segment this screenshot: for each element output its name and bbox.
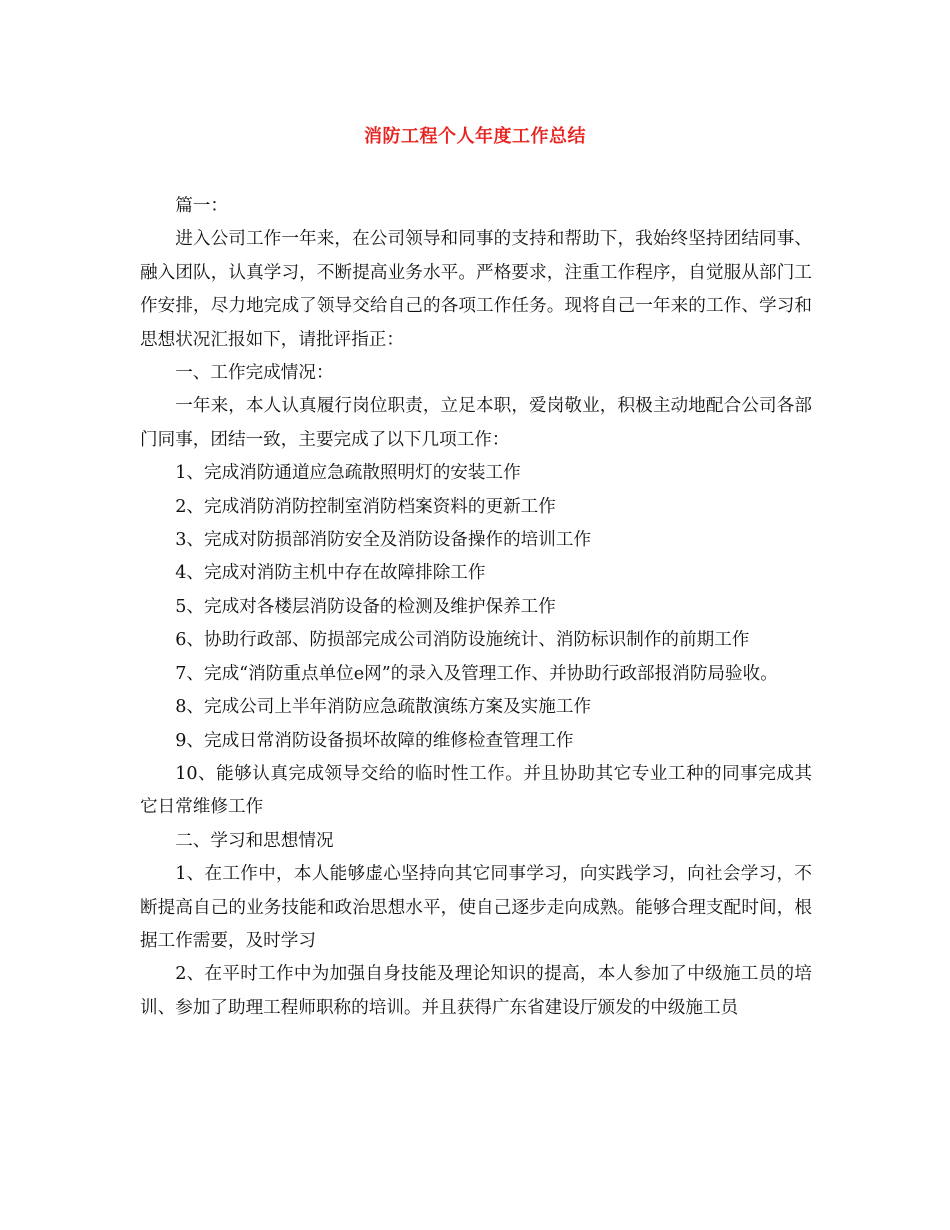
list-item-work-9: 9、完成日常消防设备损坏故障的维修检查管理工作 xyxy=(175,730,574,751)
document-title: 消防工程个人年度工作总结 xyxy=(364,126,586,147)
list-item-study-1: 1、在工作中，本人能够虚心坚持向其它同事学习，向实践学习，向社会学习，不断提高自己的业务技能和政治思想水平，使自己逐步走向成熟。能够合理支配时间，根据工作需要，及时学习 xyxy=(140,864,812,951)
document-body xyxy=(140,190,812,1025)
list-item-work-6: 6、协助行政部、防损部完成公司消防设施统计、消防标识制作的前期工作 xyxy=(175,630,750,651)
list-item-work-3: 3、完成对防损部消防安全及消防设备操作的培训工作 xyxy=(175,530,592,551)
list-item-work-8: 8、完成公司上半年消防应急疏散演练方案及实施工作 xyxy=(175,697,592,718)
list-item-work-5: 5、完成对各楼层消防设备的检测及维护保养工作 xyxy=(175,596,556,617)
list-item-work-1: 1、完成消防通道应急疏散照明灯的安装工作 xyxy=(175,463,521,484)
list-item-work-7: 7、完成“消防重点单位e网”的录入及管理工作、并协助行政部报消防局验收。 xyxy=(175,663,778,684)
paragraph-section-label: 篇一： xyxy=(175,196,228,216)
heading-study-thought: 二、学习和思想情况 xyxy=(175,830,334,851)
list-item-study-2: 2、在平时工作中为加强自身技能及理论知识的提高，本人参加了中级施工员的培训、参加了助理工程师职称的培训。并且获得广东省建设厅颁发的中级施工员 xyxy=(140,964,812,1018)
heading-work-completion: 一、工作完成情况： xyxy=(175,363,334,384)
list-item-work-2: 2、完成消防消防控制室消防档案资料的更新工作 xyxy=(175,496,556,517)
paragraph-intro: 进入公司工作一年来，在公司领导和同事的支持和帮助下，我始终坚持团结同事、融入团队，认真学习，不断提高业务水平。严格要求，注重工作程序，自觉服从部门工作安排，尽力地完成了领导交给自己的各项工作任务。现将自己一年来的工作、学习和思想状况汇报如下，请批评指正： xyxy=(140,229,812,350)
list-item-work-4: 4、完成对消防主机中存在故障排除工作 xyxy=(175,563,486,584)
paragraph-work-summary: 一年来，本人认真履行岗位职责，立足本职，爱岗敬业，积极主动地配合公司各部门同事，团结一致，主要完成了以下几项工作： xyxy=(140,396,812,450)
list-item-work-10: 10、能够认真完成领导交给的临时性工作。并且协助其它专业工种的同事完成其它日常维修工作 xyxy=(140,763,812,818)
